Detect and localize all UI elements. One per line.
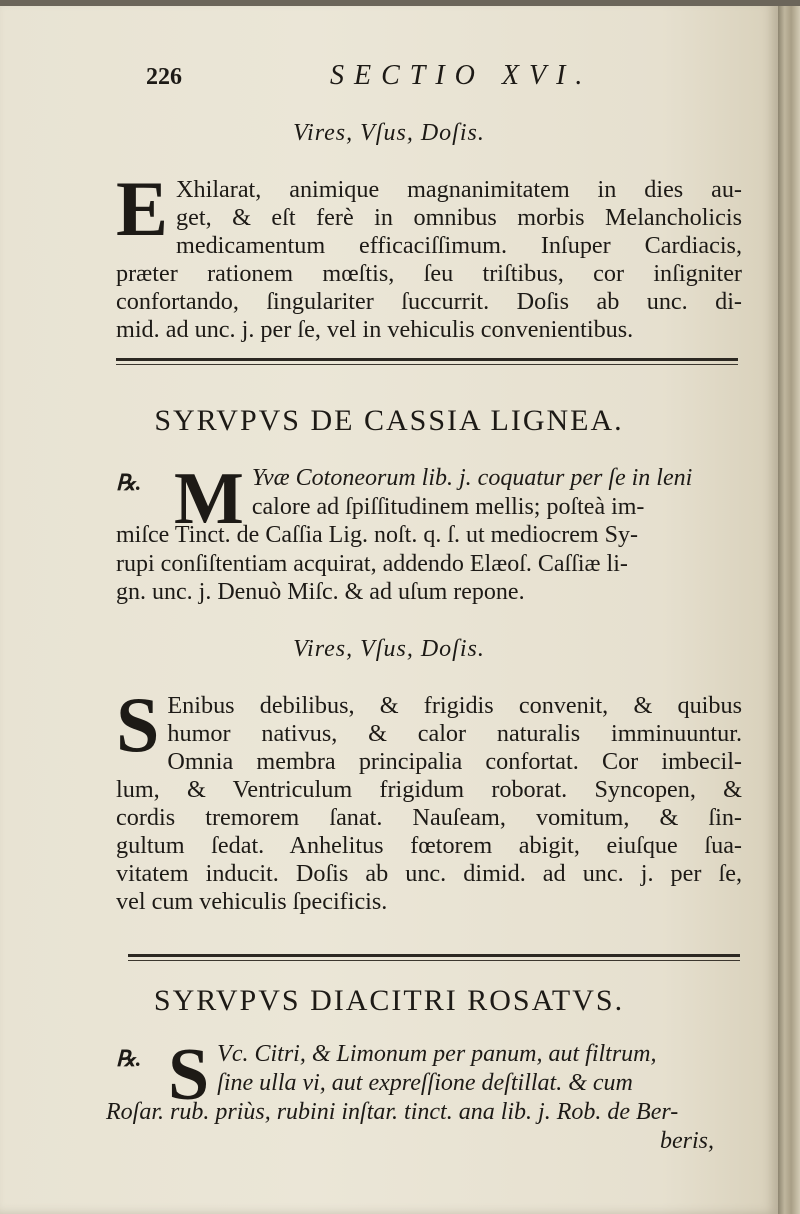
heading-syrupus-diacitri: SYRVPVS DIACITRI ROSATVS. bbox=[153, 984, 625, 1017]
text-line: gultum ſedat. Anhelitus fœtorem abigit, eiuſque ſua- bbox=[116, 832, 742, 859]
page-edge bbox=[778, 0, 800, 1214]
text-line: medicamentum efficaciſſimum. Inſuper Cardiacis, bbox=[176, 232, 742, 259]
text-line: mid. ad unc. j. per ſe, vel in vehiculis convenientibus. bbox=[116, 316, 634, 343]
text-line bbox=[174, 464, 740, 493]
text-line: ſine ulla vi, aut expreſſione deſtillat. & cum bbox=[217, 1069, 633, 1096]
subhead-vires-2: Vires, Vſus, Doſis. bbox=[293, 636, 485, 662]
text-line: præter rationem mœſtis, ſeu triſtibus, cor inſigniter bbox=[116, 260, 742, 287]
page-number: 226 bbox=[146, 64, 182, 90]
divider-rule bbox=[128, 954, 740, 957]
recipe-cassia-body bbox=[116, 521, 742, 607]
text-line: vitatem inducit. Doſis ab unc. dimid. ad unc. j. per ſe, bbox=[116, 860, 742, 887]
text-line: Vc. Citri, & Limonum per panum, aut filtrum, bbox=[217, 1041, 657, 1067]
recipe-symbol: ℞. bbox=[116, 1046, 142, 1071]
text-line: humor nativus, & calor naturalis imminuuntur. bbox=[167, 720, 742, 747]
drop-cap: E bbox=[116, 165, 169, 252]
text-line: miſce Tinct. de Caſſia Lig. noſt. q. ſ. ut mediocrem Sy- bbox=[116, 522, 638, 548]
divider-rule-thin bbox=[128, 960, 740, 961]
top-border bbox=[0, 0, 800, 6]
text-line: Roſar. rub. priùs, rubini inſtar. tinct. ana lib. j. Rob. de Ber- bbox=[106, 1099, 679, 1125]
text-line: lum, & Ventriculum frigidum roborat. Syncopen, & bbox=[116, 776, 742, 803]
text-line: gn. unc. j. Denuò Miſc. & ad uſum repone. bbox=[116, 579, 525, 605]
text-line: rupi conſiſtentiam acquirat, addendo Elæoſ. Caſſiæ li- bbox=[116, 550, 628, 577]
drop-cap: S bbox=[116, 681, 160, 768]
running-head bbox=[0, 60, 778, 100]
drop-cap: M bbox=[174, 458, 244, 540]
text-line: Enibus debilibus, & frigidis convenit, & quibus bbox=[167, 692, 742, 719]
text-line: vel cum vehiculis ſpecificis. bbox=[116, 888, 388, 915]
text-line: cordis tremorem ſanat. Nauſeam, vomitum, & ſin- bbox=[116, 804, 742, 831]
heading-syrupus-cassia: SYRVPVS DE CASSIA LIGNEA. bbox=[154, 404, 624, 437]
text-line: beris, bbox=[660, 1127, 714, 1154]
paragraph-senibus bbox=[116, 681, 742, 916]
text-line: get, & eſt ferè in omnibus morbis Melancholicis bbox=[176, 204, 742, 231]
section-title: SECTIO XVI. bbox=[330, 60, 593, 91]
text-line: Omnia membra principalia confortat. Cor imbecil- bbox=[167, 748, 742, 775]
recipe-line: Yvæ Cotoneorum lib. j. coquatur per ſe in leni bbox=[251, 465, 693, 491]
recipe-diacitri-body bbox=[106, 1098, 742, 1155]
paragraph-exhilarat bbox=[116, 165, 742, 344]
text-line: calore ad ſpiſſitudinem mellis; poſteà im- bbox=[251, 493, 645, 520]
drop-cap: S bbox=[168, 1034, 210, 1116]
divider-rule-thin bbox=[116, 364, 738, 365]
subhead-vires-1: Vires, Vſus, Doſis. bbox=[293, 120, 485, 146]
divider-rule bbox=[116, 358, 738, 361]
recipe-symbol: ℞. bbox=[116, 470, 142, 495]
text-line: Xhilarat, animique magnanimitatem in dies au- bbox=[176, 176, 742, 203]
text-line: confortando, ſingulariter ſuccurrit. Doſis ab unc. di- bbox=[116, 288, 742, 315]
